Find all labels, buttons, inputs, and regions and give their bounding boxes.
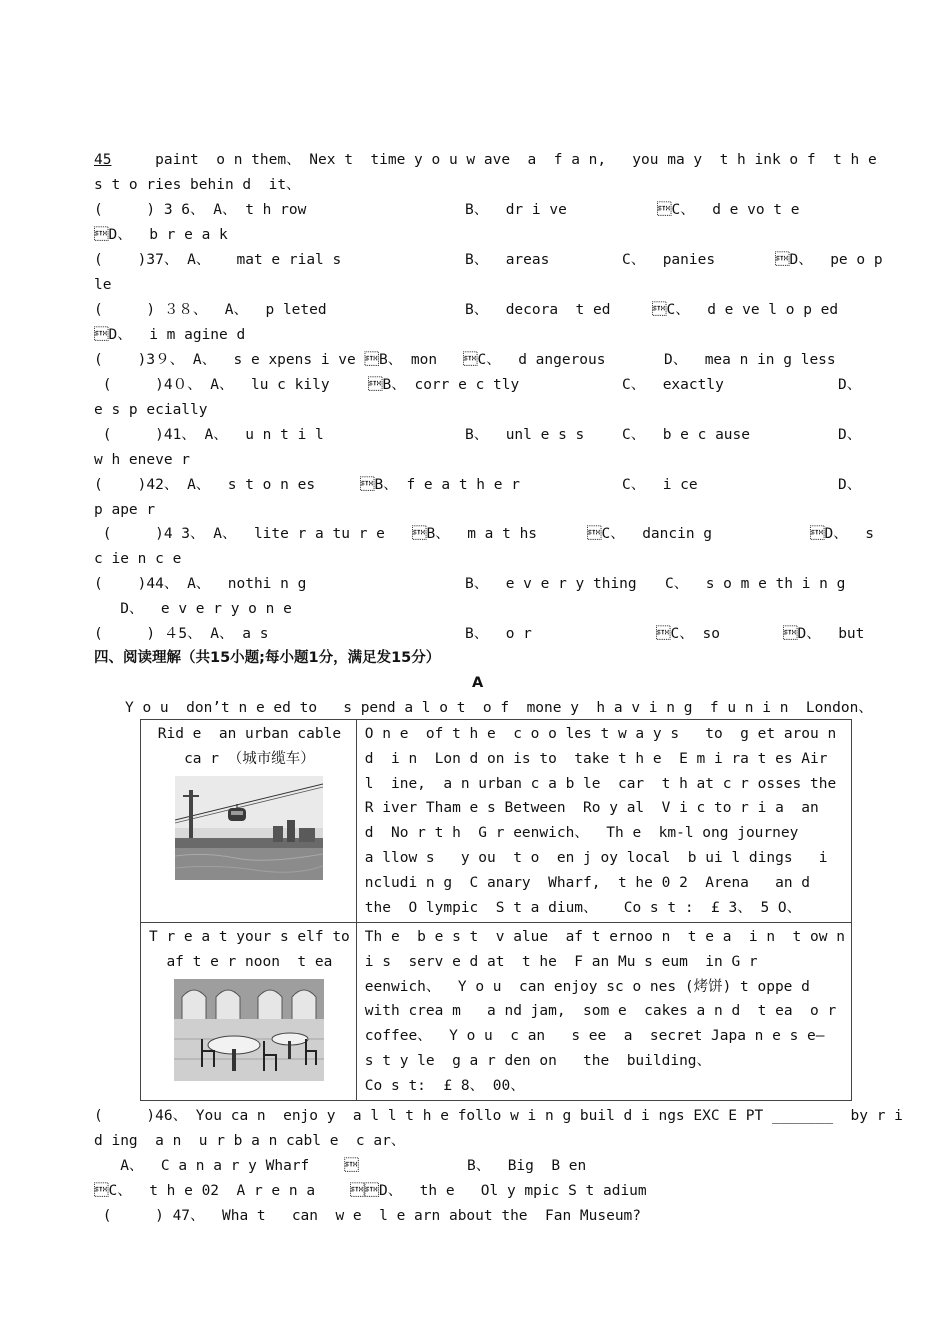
q45-a: ( ) ４5、 A、 a s — [94, 626, 269, 642]
cable-car-photo — [175, 776, 323, 880]
tearoom-photo — [174, 979, 324, 1081]
q37-c: C、 panies — [622, 252, 716, 268]
q36-c: C、 d e vo t e — [657, 202, 800, 218]
card-body-line: eenwich、 Y o u can enjoy sc o nes (烤饼) t oppe d — [364, 978, 810, 995]
card-body-cell — [356, 923, 851, 1101]
q38-d: D、 i m agine d — [94, 327, 246, 343]
q45-c: C、 so — [656, 626, 720, 642]
q42-a: ( )42、 A、 s t o n es — [94, 477, 316, 493]
q46-option-b: B、 Big B en — [467, 1158, 587, 1174]
intro-text: paint o n them、 Nex t time y o u w ave a f a n, you ma y t h ink o f t h e — [155, 152, 877, 168]
q36-a: ( ) 3 6、 A、 t h row — [94, 202, 307, 218]
q37-a: ( )37、 A、 mat e rial s — [94, 252, 342, 268]
card-body-line: O n e of t h e c o o les t w a y s to g et arou n — [364, 726, 837, 742]
card-body-line: coffee、 Y o u c an s ee a secret Japa n e s e― — [364, 1028, 825, 1045]
q40-d-cont: e s p ecially — [94, 402, 208, 418]
card-title-line: ca r （城市缆车） — [184, 750, 315, 767]
card-body-line: Co s t: £ 8、 00、 — [364, 1077, 525, 1094]
q44-d: D、 e v e r y o n e — [94, 601, 292, 617]
q43-c: C、 dancin g — [587, 526, 713, 542]
card-body-line: Th e b e s t v alue af t ernoo n t e a i n t ow n — [364, 929, 845, 945]
q36-b: B、 dr i ve — [465, 202, 567, 218]
card-body-line: s t y le g a r den on the building、 — [364, 1052, 712, 1069]
q42-b: B、 f e a t h e r — [360, 477, 520, 493]
q38-c: C、 d e ve l o p ed — [652, 302, 839, 318]
q41-d: D、 — [838, 427, 862, 443]
card-body-line: i s serv e d at t he F an Mu s eum in G r — [364, 953, 758, 970]
q40-b: B、 corr e c tly — [368, 377, 520, 393]
passage-intro: Y o u don’t n e ed to s pend a l o t o f mone y h a v i n g f u n i n London、 — [125, 700, 873, 716]
card-body-line: l ine, a n urban c a b le car t h at c r osses the — [364, 775, 837, 792]
q45-d: D、 but — [783, 626, 865, 642]
q46-line-1: ( )46、 You ca n enjo y a l l t h e follo w i n g buil d i ngs EXC E PT _______ by r i — [94, 1108, 903, 1124]
card-body-line: the O lympic S t a dium、 Co s t : £ 3、 5 O、 — [364, 899, 802, 916]
card-title-line: Rid e an urban cable — [157, 726, 342, 742]
q39-ab: ( )3９、 A、 s e xpens i ve B、 mon — [94, 352, 438, 368]
q46-option-a: A、 C a n a r y Wharf  — [94, 1158, 359, 1174]
q43-d: D、 s — [810, 526, 874, 542]
q43-b: B、 m a t hs — [412, 526, 538, 542]
card-body-line: d No r t h G r eenwich、 Th e km-l ong journey — [364, 825, 799, 842]
q40-c: C、 exactly — [622, 377, 724, 393]
card-body-line: a llow s y ou t o en j oy local b ui l dings i — [364, 849, 828, 866]
intro-line-1 — [94, 150, 877, 170]
q37-b: B、 areas — [465, 252, 550, 268]
activities-table — [140, 719, 852, 1101]
q44-a: ( )44、 A、 nothi n g — [94, 576, 307, 592]
q37-d-cont: le — [94, 277, 112, 293]
q39-c: C、 d angerous — [463, 352, 606, 368]
q43-d-cont: c ie n c e — [94, 551, 182, 567]
q45-b: B、 o r — [465, 626, 532, 642]
table-row — [141, 923, 852, 1101]
card-title-line: af t e r noon t ea — [166, 953, 333, 970]
q41-b: B、 unl e s s — [465, 427, 585, 443]
card-title-cell — [141, 720, 357, 923]
q46-line-2: d ing a n u r b a n cabl e c ar、 — [94, 1133, 406, 1149]
q41-a: ( )41、 A、 u n t i l — [94, 427, 324, 443]
q44-b: B、 e v e r y thing — [465, 576, 637, 592]
q43-a: ( )4 3、 A、 lite r a tu r e — [94, 526, 385, 542]
card-body-line: R iver Tham e s Between Ro y al V i c to r i a an — [364, 800, 819, 817]
card-body-line: with crea m a nd jam, som e cakes a n d t ea o r — [364, 1003, 837, 1020]
intro-line-2: s t o ries behin d it、 — [94, 177, 301, 193]
q40-a: ( )4０、 A、 lu c kily — [94, 377, 330, 393]
section-heading: 四、阅读理解（共15小题;每小题1分，满足发15分） — [94, 650, 441, 666]
q38-b: B、 decora t ed — [465, 302, 611, 318]
q42-d: D、 — [838, 477, 862, 493]
q36-d: D、 b r e a k — [94, 227, 228, 243]
table-row — [141, 720, 852, 923]
q39-d: D、 mea n in g less — [664, 352, 836, 368]
q42-d-cont: p ape r — [94, 502, 156, 518]
q44-c: C、 s o m e th i n g — [665, 576, 846, 592]
q41-d-cont: w h eneve r — [94, 452, 191, 468]
blank-45: 45 — [94, 152, 112, 168]
q41-c: C、 b e c ause — [622, 427, 750, 443]
card-title-line: T r e a t your s elf to — [149, 929, 350, 945]
card-body-cell — [356, 720, 851, 923]
q42-c: C、 i ce — [622, 477, 698, 493]
card-title-cell — [141, 923, 357, 1101]
q46-option-cd: C、 t h e 02 A r e n a D、 th e Ol y mpic S t adium — [94, 1183, 647, 1199]
card-body-line: ncludi n g C anary Wharf, t he 0 2 Arena an d — [364, 874, 811, 891]
q38-a: ( ) ３８、 A、 p leted — [94, 302, 327, 318]
card-body-line: d i n Lon d on is to take t h e E m i ra t es Air — [364, 750, 828, 767]
q37-d: D、 pe o p — [775, 252, 883, 268]
q47-line: ( ) 47、 Wha t can w e l e arn about the Fan Museum? — [94, 1208, 642, 1224]
passage-letter: A — [472, 675, 484, 691]
q40-d: D、 — [838, 377, 862, 393]
